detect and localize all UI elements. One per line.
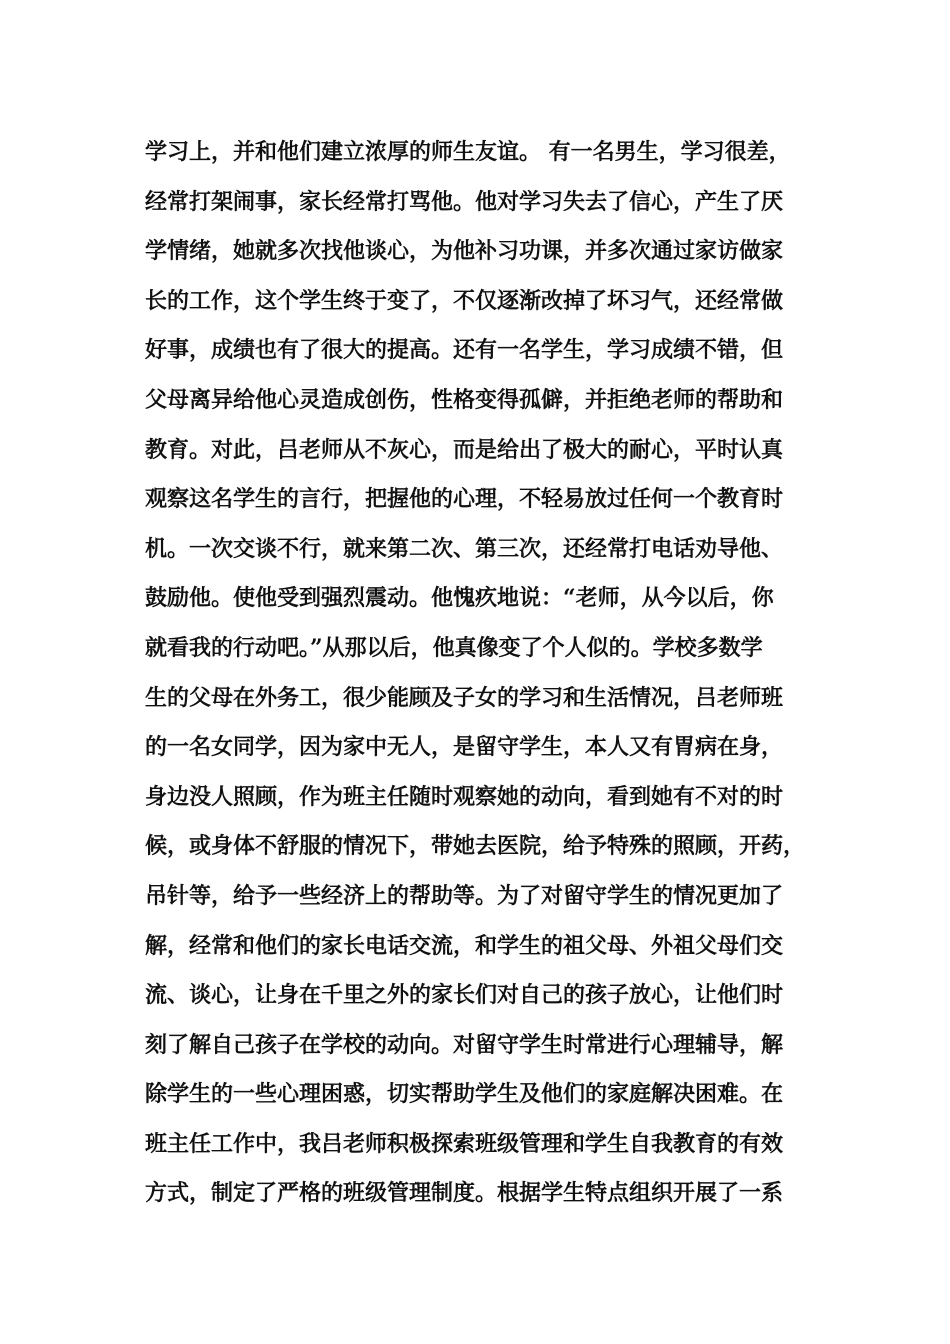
body-text [145, 128, 810, 1219]
text-line: 经常打架闹事，家长经常打骂他。他对学习失去了信心，产生了厌 [145, 188, 784, 215]
text-line: 学情绪，她就多次找他谈心，为他补习功课，并多次通过家访做家 [145, 238, 784, 265]
text-line: 方式，制定了严格的班级管理制度。根据学生特点组织开展了一系 [145, 1180, 784, 1207]
text-line: 吊针等，给予一些经济上的帮助等。为了对留守学生的情况更加了 [145, 882, 784, 909]
text-line: 身边没人照顾，作为班主任随时观察她的动向，看到她有不对的时 [145, 783, 784, 810]
text-line: 刻了解自己孩子在学校的动向。对留守学生时常进行心理辅导，解 [145, 1031, 784, 1058]
text-line: 生的父母在外务工，很少能顾及子女的学习和生活情况，吕老师班 [145, 684, 784, 711]
text-line: 教育。对此，吕老师从不灰心，而是给出了极大的耐心，平时认真 [145, 436, 784, 463]
text-line: 父母离异给他心灵造成创伤，性格变得孤僻，并拒绝老师的帮助和 [145, 386, 784, 413]
text-line: 就看我的行动吧。”从那以后，他真像变了个人似的。学校多数学 [145, 634, 763, 661]
text-line: 除学生的一些心理困惑，切实帮助学生及他们的家庭解决困难。在 [145, 1081, 784, 1108]
text-line: 候，或身体不舒服的情况下，带她去医院，给予特殊的照顾，开药， [145, 833, 806, 860]
text-line: 解，经常和他们的家长电话交流，和学生的祖父母、外祖父母们交 [145, 932, 784, 959]
text-line: 长的工作，这个学生终于变了，不仅逐渐改掉了坏习气，还经常做 [145, 287, 784, 314]
text-line: 鼓励他。使他受到强烈震动。他愧疚地说：“老师，从今以后，你 [145, 585, 774, 612]
text-line: 学习上，并和他们建立浓厚的师生友谊。 有一名男生，学习很差， [145, 139, 791, 165]
text-line: 好事，成绩也有了很大的提高。还有一名学生，学习成绩不错，但 [145, 337, 784, 364]
text-line: 班主任工作中，我吕老师积极探索班级管理和学生自我教育的有效 [145, 1130, 784, 1157]
text-line: 观察这名学生的言行，把握他的心理，不轻易放过任何一个教育时 [145, 486, 784, 513]
text-line: 的一名女同学，因为家中无人，是留守学生，本人又有胃病在身， [145, 734, 784, 761]
text-line: 流、谈心，让身在千里之外的家长们对自己的孩子放心，让他们时 [145, 982, 784, 1009]
text-line: 机。一次交谈不行，就来第二次、第三次，还经常打电话劝导他、 [145, 535, 784, 562]
